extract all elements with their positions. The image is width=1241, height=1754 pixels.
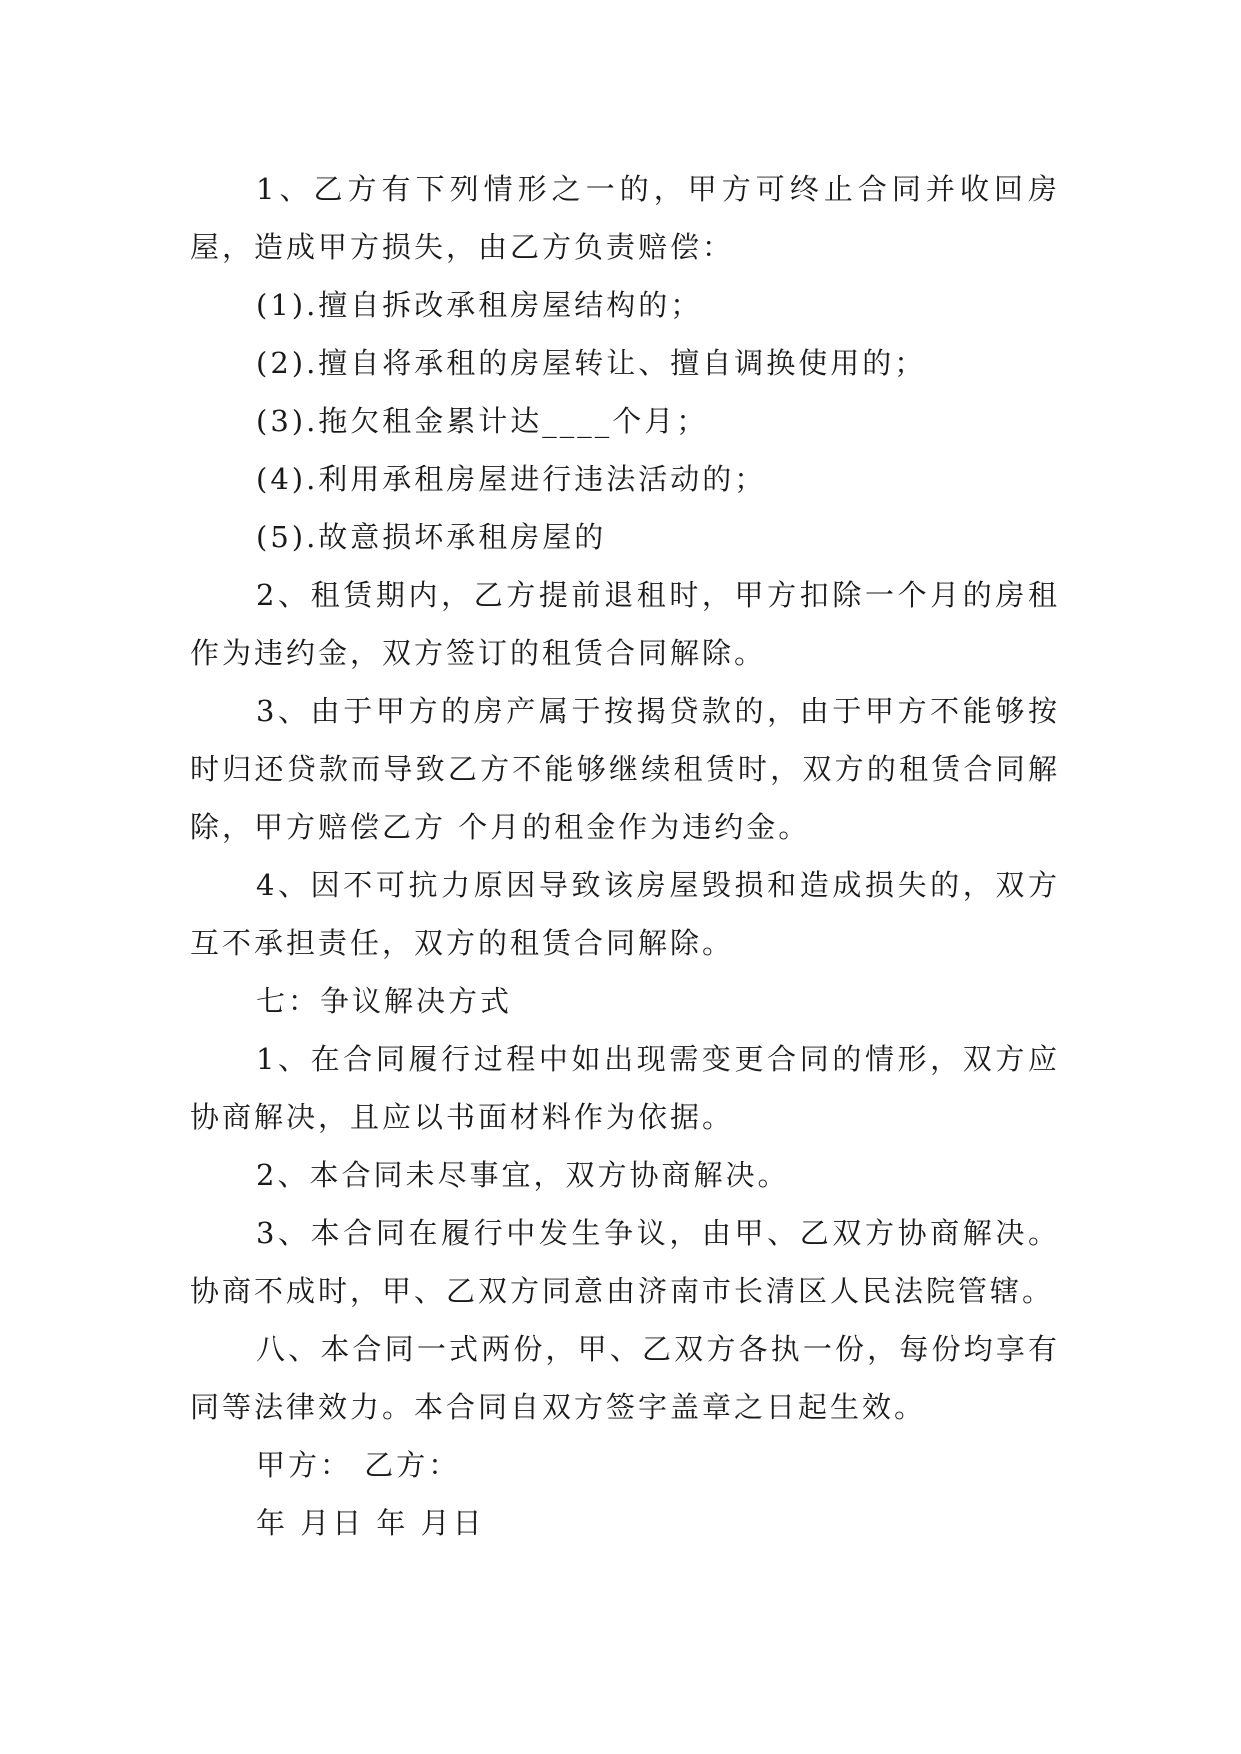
clause-dispute-3: 3、本合同在履行中发生争议，由甲、乙双方协商解决。协商不成时，甲、乙双方同意由济南市长清区人民法院管辖。 [190,1216,1060,1308]
clause-termination-conditions: 1、乙方有下列情形之一的，甲方可终止合同并收回房屋，造成甲方损失，由乙方负责赔偿： [190,172,1060,264]
signature-parties: 甲方： 乙方： [256,1448,461,1482]
clause-item-1: (1).擅自拆改承租房屋结构的； [256,288,703,322]
clause-item-5: (5).故意损坏承租房屋的 [256,520,607,554]
clause-mortgage: 3、由于甲方的房产属于按揭贷款的，由于甲方不能够按时归还贷款而导致乙方不能够继续租赁时，双方的租赁合同解除，甲方赔偿乙方 个月的租金作为违约金。 [190,694,1060,844]
document-body [190,160,1060,1552]
section-heading-dispute: 七：争议解决方式 [256,984,513,1018]
clause-force-majeure: 4、因不可抗力原因导致该房屋毁损和造成损失的，双方互不承担责任，双方的租赁合同解除。 [190,868,1060,960]
clause-early-termination: 2、租赁期内，乙方提前退租时，甲方扣除一个月的房租作为违约金，双方签订的租赁合同解除。 [190,578,1060,670]
clause-dispute-2: 2、本合同未尽事宜，双方协商解决。 [256,1158,790,1192]
clause-item-4: (4).利用承租房屋进行违法活动的； [256,462,767,496]
signature-dates: 年 月日 年 月日 [256,1506,485,1540]
clause-item-2: (2).擅自将承租的房屋转让、擅自调换使用的； [256,346,927,380]
clause-dispute-1: 1、在合同履行过程中如出现需变更合同的情形，双方应协商解决，且应以书面材料作为依据。 [190,1042,1060,1134]
clause-item-3: (3).拖欠租金累计达____个月； [256,404,709,438]
clause-copies: 八、本合同一式两份，甲、乙双方各执一份，每份均享有同等法律效力。本合同自双方签字盖章之日起生效。 [190,1332,1060,1424]
